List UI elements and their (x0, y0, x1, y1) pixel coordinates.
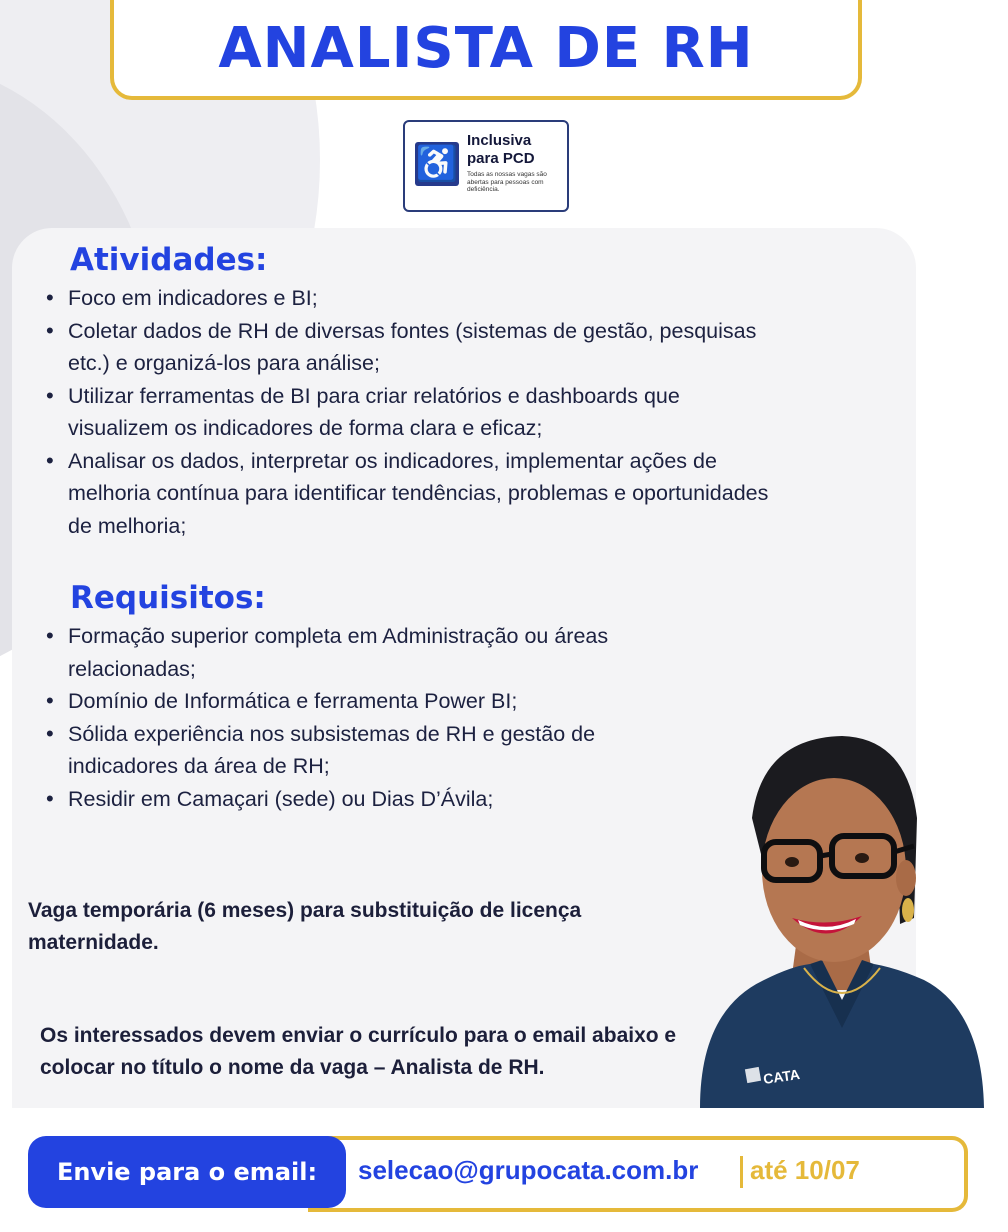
list-item: • Residir em Camaçari (sede) ou Dias D’Ávila; (46, 783, 666, 816)
contact-bar (28, 1136, 968, 1208)
badge-line-2: para PCD (467, 150, 535, 167)
list-item: • Utilizar ferramentas de BI para criar relatórios e dashboards que visualizem os indicadores de forma clara e eficaz; (46, 380, 776, 445)
wheelchair-icon: ♿ (415, 142, 459, 186)
application-instructions: Os interessados devem enviar o currículo para o email abaixo e colocar no título o nome da vaga – Analista de RH. (40, 1024, 677, 1079)
list-item: • Sólida experiência nos subsistemas de RH e gestão de indicadores da área de RH; (46, 718, 666, 783)
requirements-list (46, 620, 666, 815)
list-item: • Analisar os dados, interpretar os indicadores, implementar ações de melhoria contínua para identificar tendências, problemas e oportunidades de melhoria; (46, 445, 776, 543)
email-link[interactable]: selecao@grupocata.com.br (358, 1155, 699, 1185)
shirt-logo: CATA (762, 1066, 801, 1087)
deadline-text: até 10/07 (750, 1155, 860, 1185)
divider (740, 1156, 743, 1188)
send-email-button[interactable]: Envie para o email: (28, 1136, 346, 1208)
recruiter-photo (692, 728, 992, 1108)
page-title: ANALISTA DE RH (218, 15, 754, 81)
list-item: • Coletar dados de RH de diversas fontes (sistemas de gestão, pesquisas etc.) e organizá-los para análise; (46, 315, 776, 380)
list-item: • Foco em indicadores e BI; (46, 282, 776, 315)
activities-heading: Atividades: (70, 242, 268, 278)
badge-line-1: Inclusiva (467, 132, 532, 149)
temporary-position-note: Vaga temporária (6 meses) para substituição de licença maternidade. (28, 899, 582, 954)
list-item: • Domínio de Informática e ferramenta Power BI; (46, 685, 666, 718)
title-banner (110, 0, 862, 100)
requirements-heading: Requisitos: (70, 580, 266, 616)
badge-note: Todas as nossas vagas são abertas para pessoas com deficiência. (467, 171, 547, 193)
pcd-inclusive-badge (403, 120, 569, 212)
list-item: • Formação superior completa em Administração ou áreas relacionadas; (46, 620, 666, 685)
activities-list (46, 282, 776, 542)
